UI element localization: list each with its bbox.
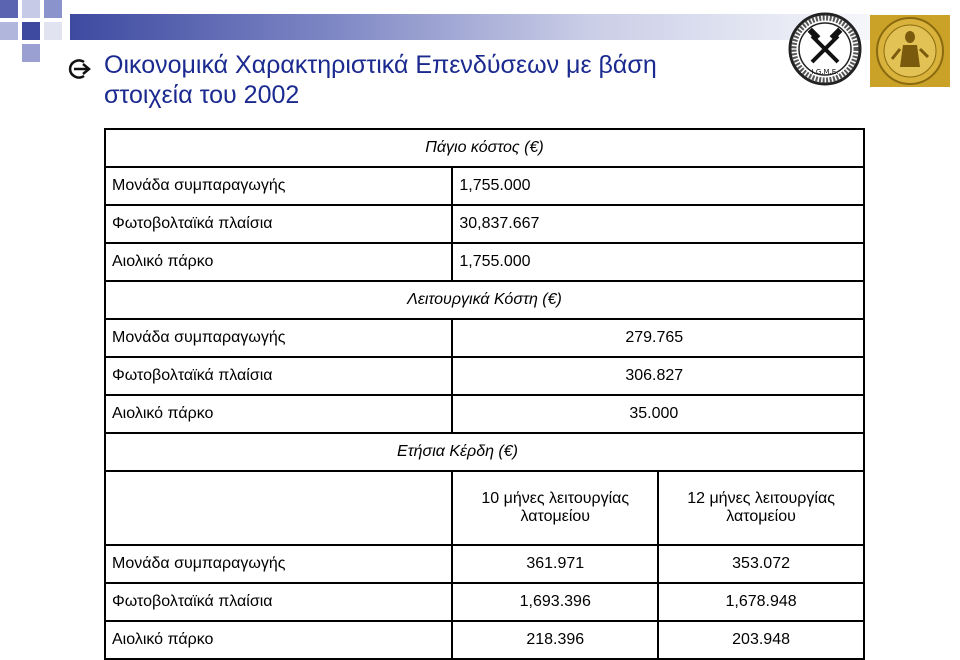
row-label: Μονάδα συμπαραγωγής — [105, 319, 452, 357]
table-section-row — [105, 129, 864, 167]
section-header-operating-cost: Λειτουργικά Κόστη (€) — [105, 281, 864, 319]
slide-title: Οικονομικά Χαρακτηριστικά Επενδύσεων με βάση στοιχεία του 2002 — [104, 51, 657, 109]
decor-square — [44, 22, 62, 40]
table-section-row — [105, 433, 864, 471]
decor-square — [0, 22, 18, 40]
arrow-bullet-icon — [68, 58, 92, 80]
section-header-annual-profit: Ετήσια Κέρδη (€) — [105, 433, 864, 471]
table-section-row — [105, 281, 864, 319]
table-row — [105, 621, 864, 659]
decor-square — [22, 0, 40, 18]
table-row — [105, 583, 864, 621]
empty-header-cell — [105, 471, 452, 545]
row-value-10: 1,693.396 — [452, 583, 658, 621]
decor-square — [44, 0, 62, 18]
investment-table — [104, 128, 865, 660]
row-label: Φωτοβολταϊκά πλαίσια — [105, 357, 452, 395]
row-value-12: 203.948 — [658, 621, 864, 659]
row-value: 30,837.667 — [452, 205, 864, 243]
table-row — [105, 319, 864, 357]
decor-square — [22, 22, 40, 40]
table-row — [105, 545, 864, 583]
column-header-10-months: 10 μήνες λειτουργίας λατομείου — [452, 471, 658, 545]
decorative-squares — [0, 0, 64, 64]
row-value: 279.765 — [452, 319, 864, 357]
row-value-10: 218.396 — [452, 621, 658, 659]
decor-square — [22, 44, 40, 62]
row-value-12: 1,678.948 — [658, 583, 864, 621]
logo-text: I.G.M.E. — [811, 68, 839, 76]
hammer-pick-seal-icon — [788, 12, 862, 86]
column-header-12-months: 12 μήνες λειτουργίας λατομείου — [658, 471, 864, 545]
table-row — [105, 395, 864, 433]
row-label: Αιολικό πάρκο — [105, 621, 452, 659]
row-label: Αιολικό πάρκο — [105, 395, 452, 433]
table-row — [105, 205, 864, 243]
row-label: Φωτοβολταϊκά πλαίσια — [105, 205, 452, 243]
row-value: 1,755.000 — [452, 167, 864, 205]
row-label: Αιολικό πάρκο — [105, 243, 452, 281]
table-header-row — [105, 471, 864, 545]
row-label: Φωτοβολταϊκά πλαίσια — [105, 583, 452, 621]
gold-coin-seal-icon — [870, 15, 950, 87]
row-value-10: 361.971 — [452, 545, 658, 583]
table-row — [105, 357, 864, 395]
section-header-fixed-cost: Πάγιο κόστος (€) — [105, 129, 864, 167]
row-label: Μονάδα συμπαραγωγής — [105, 167, 452, 205]
decor-square — [0, 0, 18, 18]
row-value: 306.827 — [452, 357, 864, 395]
row-label: Μονάδα συμπαραγωγής — [105, 545, 452, 583]
table-row — [105, 243, 864, 281]
row-value-12: 353.072 — [658, 545, 864, 583]
table-row — [105, 167, 864, 205]
row-value: 1,755.000 — [452, 243, 864, 281]
row-value: 35.000 — [452, 395, 864, 433]
